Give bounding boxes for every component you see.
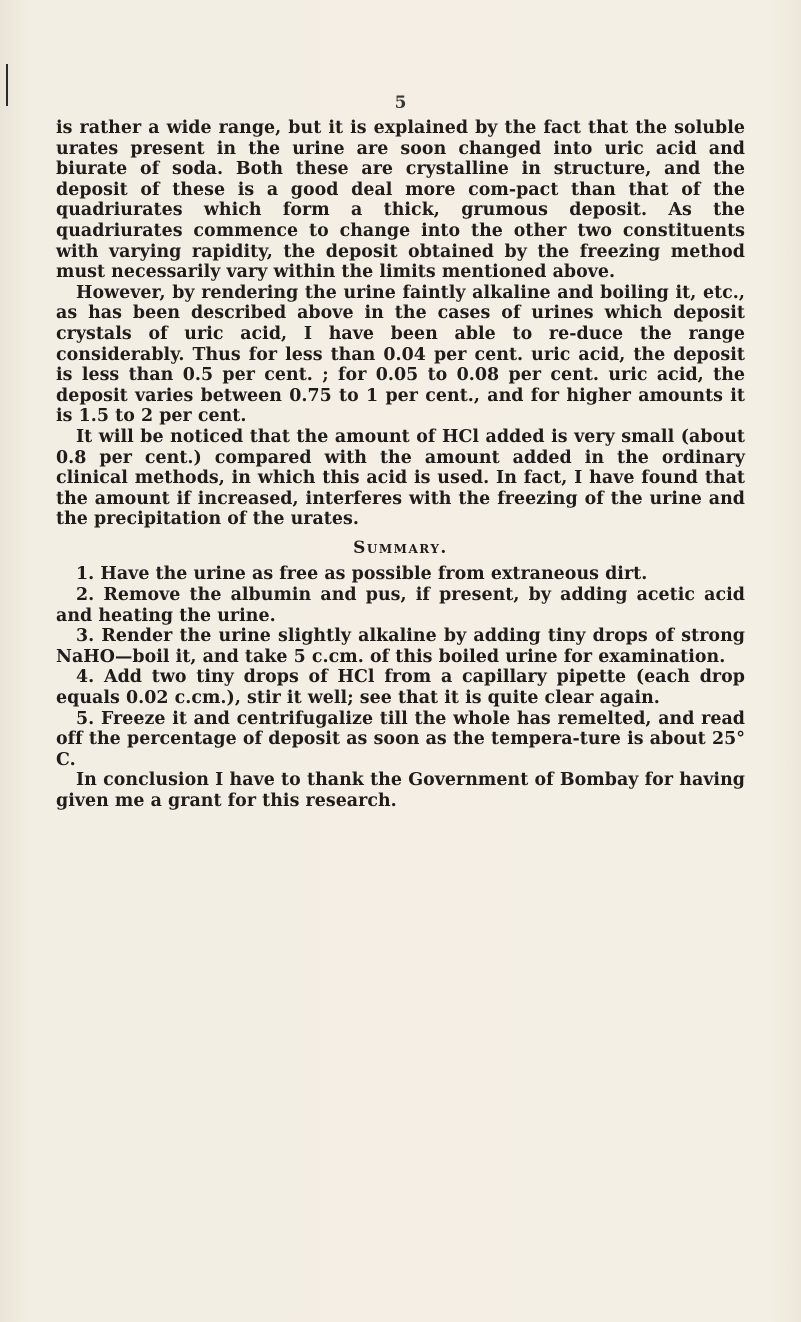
summary-item-4: 4. Add two tiny drops of HCl from a capillary pipette (each drop equals 0.02 c.cm.), stir it well; see that it is quite clear again. — [56, 667, 745, 709]
summary-item-2: 2. Remove the albumin and pus, if present, by adding acetic acid and heating the urine. — [56, 585, 745, 626]
summary-item-5: 5. Freeze it and centrifugalize till the whole has remelted, and read off the percentage of deposit as soon as the tempera-ture is about 25° C. — [56, 708, 745, 770]
conclusion-paragraph: In conclusion I have to thank the Government of Bombay for having given me a grant for this research. — [56, 770, 745, 811]
paragraph-continuation: is rather a wide range, but it is explained by the fact that the soluble urates present in the urine are soon changed into uric acid and biurate of soda. Both these are crystalline in structure, and the deposit of these is a good deal more com-pact than that of the quadriurates which form a thick, grumous deposit. As the quadriurates commence to change into the other two constituents with varying rapidity, the deposit obtained by the freezing method must necessarily vary within the limits mentioned above. — [56, 118, 745, 283]
summary-heading: Summary. — [353, 537, 448, 558]
page-number: 5 — [394, 93, 407, 113]
page-body — [56, 118, 745, 812]
paragraph-alkaline-method: However, by rendering the urine faintly alkaline and boiling it, etc., as has been described above in the cases of urines which deposit crystals of uric acid, I have been able to re-duce the range considerably. Thus for less than 0.04 per cent. uric acid, the deposit is less than 0.5 per cent. ; for 0.05 to 0.08 per cent. uric acid, the deposit varies between 0.75 to 1 per cent., and for higher amounts it is 1.5 to 2 per cent. — [56, 282, 745, 427]
paragraph-hcl-note: It will be noticed that the amount of HCl added is very small (about 0.8 per cent.) compared with the amount added in the ordinary clinical methods, in which this acid is used. In fact, I have found that the amount if increased, interferes with the freezing of the urine and the precipitation of the urates. — [56, 426, 745, 530]
summary-item-3: 3. Render the urine slightly alkaline by adding tiny drops of strong NaHO—boil it, and take 5 c.cm. of this boiled urine for examination. — [56, 626, 745, 667]
summary-item-1: 1. Have the urine as free as possible from extraneous dirt. — [76, 564, 648, 585]
